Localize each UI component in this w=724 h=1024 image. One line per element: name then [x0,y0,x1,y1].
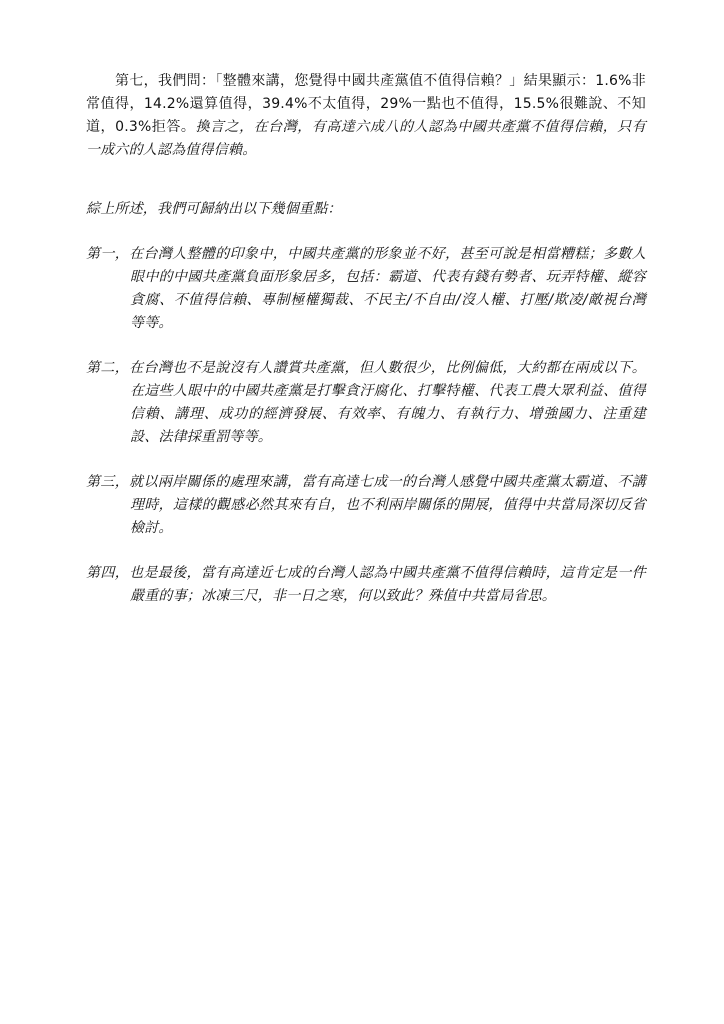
summary-point-1: 第一，在台灣人整體的印象中，中國共產黨的形象並不好，甚至可說是相當糟糕；多數人眼中的中國共產黨負面形象居多，包括：霸道、代表有錢有勢者、玩弄特權、縱容貪腐、不值得信賴、專制極權獨裁、不民主/不自由/沒人權、打壓/欺凌/敵視台灣等等。 [86,246,646,331]
summary-intro: 綜上所述，我們可歸納出以下幾個重點： [86,201,342,217]
paragraph-seven-italic: 換言之，在台灣，有高達六成八的人認為中國共產黨不值得信賴，只有一成六的人認為值得信賴。 [86,119,646,158]
summary-point-2: 第二，在台灣也不是說沒有人讚賞共產黨，但人數很少，比例偏低，大約都在兩成以下。在這些人眼中的中國共產黨是打擊貪汙腐化、打擊特權、代表工農大眾利益、值得信賴、講理、成功的經濟發展、有效率、有魄力、有執行力、增強國力、注重建設、法律採重罰等等。 [86,360,646,445]
summary-point-3: 第三，就以兩岸關係的處理來講，當有高達七成一的台灣人感覺中國共產黨太霸道、不講理時，這樣的觀感必然其來有自，也不利兩岸關係的開展，值得中共當局深切反省檢討。 [86,474,646,536]
paragraph-seven-normal: 第七，我們問：「整體來講，您覺得中國共產黨值不值得信賴？」結果顯示：1.6%非常值得，14.2%還算值得，39.4%不太值得，29%一點也不值得，15.5%很難說、不知道，0.3%拒答。 [86,73,646,135]
paragraph-seven [86,70,646,162]
summary-point-4: 第四，也是最後，當有高達近七成的台灣人認為中國共產黨不值得信賴時，這肯定是一件嚴重的事；冰凍三尺，非一日之寒，何以致此？殊值中共當局省思。 [86,565,646,604]
document-page [86,70,646,608]
